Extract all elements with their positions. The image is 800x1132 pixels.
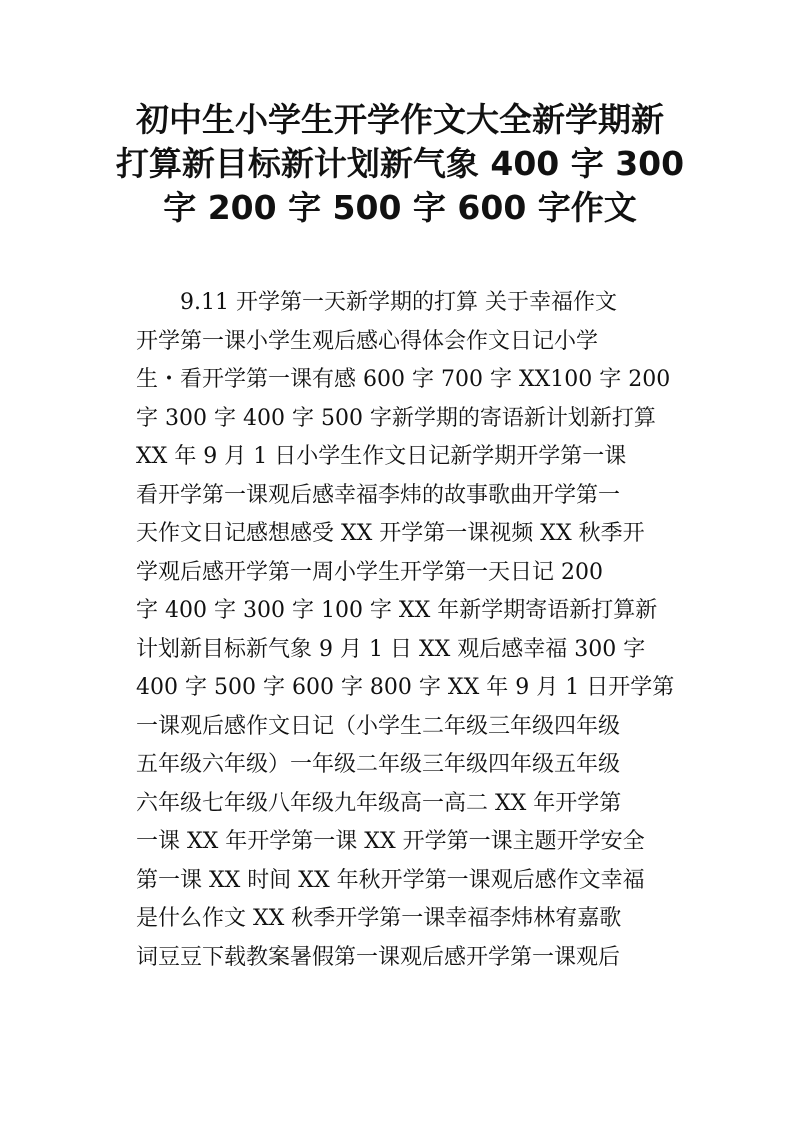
body-line: 学观后感开学第一周小学生开学第一天日记 200: [136, 559, 603, 585]
title-line: 打算新目标新计划新气象 400 字 300: [115, 144, 685, 183]
body-line: 看开学第一课观后感幸福李炜的故事歌曲开学第一: [136, 482, 621, 508]
body-line: 五年级六年级）一年级二年级三年级四年级五年级: [136, 752, 621, 777]
body-line: 计划新目标新气象 9 月 1 日 XX 观后感幸福 300 字: [136, 636, 646, 662]
body-line: 六年级七年级八年级九年级高一高二 XX 年开学第: [136, 790, 622, 816]
body-line: 9.11 开学第一天新学期的打算 关于幸福作文: [136, 290, 617, 315]
body-line: 是什么作文 XX 秋季开学第一课幸福李炜林宥嘉歌: [136, 906, 622, 931]
body-line: 开学第一课小学生观后感心得体会作文日记小学: [136, 328, 599, 354]
body-line: 生・看开学第一课有感 600 字 700 字 XX100 字 200: [136, 367, 671, 392]
document-body: [136, 284, 676, 977]
body-line: XX 年 9 月 1 日小学生作文日记新学期开学第一课: [136, 444, 627, 469]
document-title: [100, 98, 700, 230]
body-line: 400 字 500 字 600 字 800 字 XX 年 9 月 1 日开学第: [136, 675, 675, 700]
body-line: 天作文日记感想感受 XX 开学第一课视频 XX 秋季开: [136, 521, 645, 546]
body-line: 第一课 XX 时间 XX 年秋开学第一课观后感作文幸福: [136, 867, 645, 893]
body-line: 字 300 字 400 字 500 字新学期的寄语新计划新打算: [136, 405, 656, 431]
body-line: 一课观后感作文日记（小学生二年级三年级四年级: [136, 713, 621, 739]
body-line: 一课 XX 年开学第一课 XX 开学第一课主题开学安全: [136, 829, 645, 854]
body-line: 字 400 字 300 字 100 字 XX 年新学期寄语新打算新: [136, 598, 658, 623]
title-line: 初中生小学生开学作文大全新学期新: [136, 100, 664, 139]
body-line: 词豆豆下载教案暑假第一课观后感开学第一课观后: [136, 944, 621, 970]
title-line: 字 200 字 500 字 600 字作文: [163, 188, 637, 227]
